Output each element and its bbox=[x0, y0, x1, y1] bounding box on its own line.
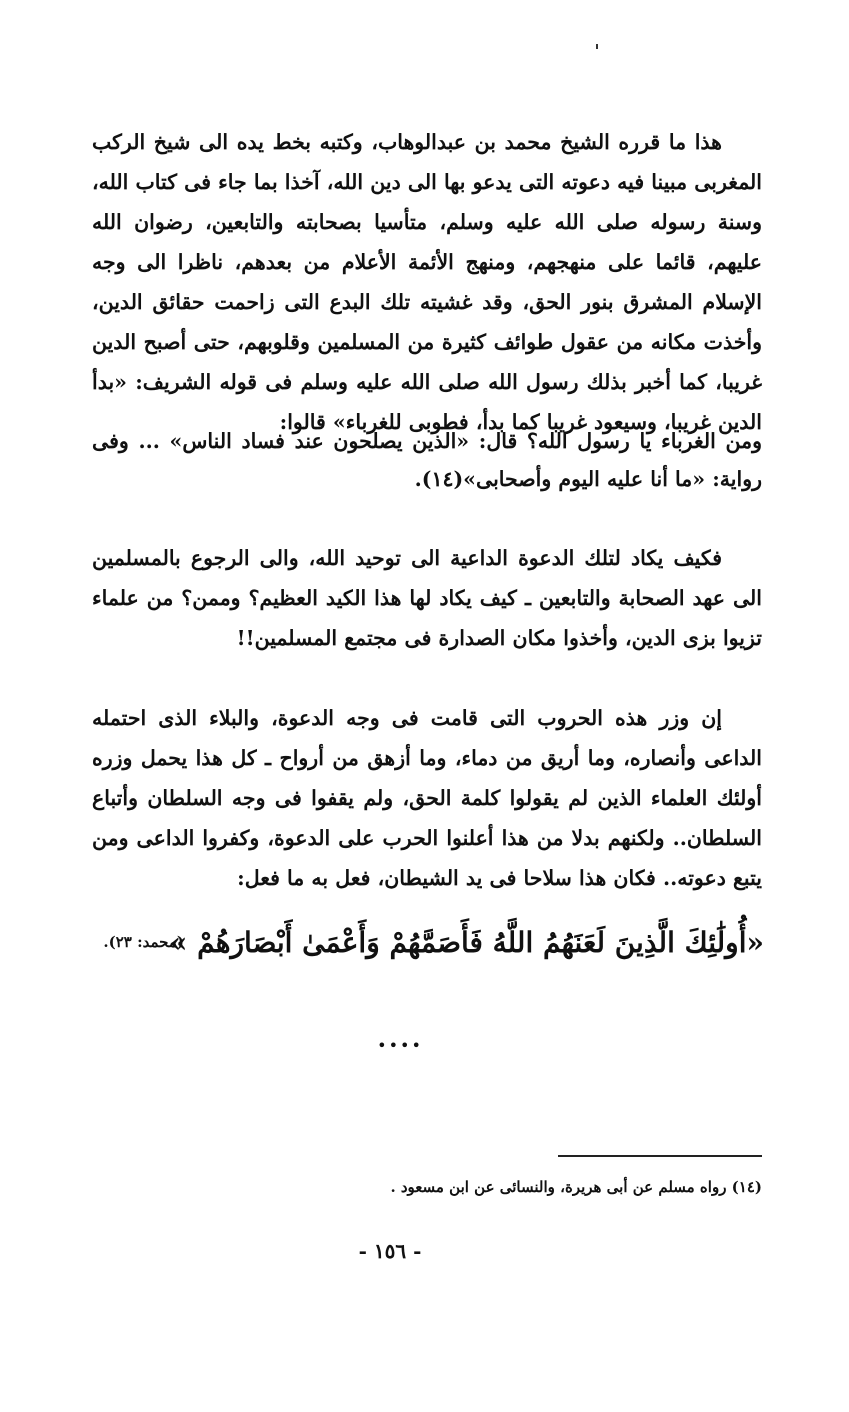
paragraph-1: هذا ما قرره الشيخ محمد بن عبدالوهاب، وكتبه بخط يده الى شيخ الركب المغربى مبينا فيه دعوته التى يدعو بها الى دين الله، آخذا بما جاء فى كتاب الله، وسنة رسوله صلى الله عليه وسلم، متأسيا بصحابته والتابعين، رضوان الله عليهم، قائما على منهجهم، ومنهج الأئمة الأعلام من بعدهم، ناظرا الى وجه الإسلام المشرق بنور الحق، وقد غشيته تلك البدع التى زاحمت حقائق الدين، وأخذت مكانه من عقول طوائف كثيرة من المسلمين وقلوبهم، حتى أصبح الدين غريبا، كما أخبر بذلك رسول الله صلى الله عليه وسلم فى قوله الشريف: «بدأ الدين غريبا، وسيعود غريبا كما بدأ، فطوبى للغرباء» قالوا: bbox=[92, 130, 762, 434]
page-number: - ١٥٦ - bbox=[358, 1239, 422, 1263]
print-speck bbox=[596, 44, 598, 49]
paragraph-3: فكيف يكاد لتلك الدعوة الداعية الى توحيد الله، والى الرجوع بالمسلمين الى عهد الصحابة والتابعين ـ كيف يكاد لها هذا الكيد العظيم؟ وممن؟ من علماء تزيوا بزى الدين، وأخذوا مكان الصدارة فى مجتمع المسلمين!! bbox=[92, 546, 762, 650]
paragraph-4: إن وزر هذه الحروب التى قامت فى وجه الدعوة، والبلاء الذى احتمله الداعى وأنصاره، وما أريق من دماء، وما أزهق من أرواح ـ كل هذا يحمل وزره أولئك العلماء الذين لم يقولوا كلمة الحق، ولم يقفوا فى وجه السلطان وأتباع السلطان.. ولكنهم بدلا من هذا أعلنوا الحرب على الدعوة، وكفروا الداعى ومن يتبع دعوته.. فكان هذا سلاحا فى يد الشيطان، فعل به ما فعل: bbox=[92, 706, 762, 890]
quran-verse: «أُولَٰئِكَ الَّذِينَ لَعَنَهُمُ اللَّهُ فَأَصَمَّهُمْ وَأَعْمَىٰ أَبْصَارَهُمْ » bbox=[169, 926, 764, 959]
paragraph-2: ومن الغرباء يا رسول الله؟ قال: «الذين يصلحون عند فساد الناس» ... وفى رواية: «ما أنا عليه اليوم وأصحابى»(١٤). bbox=[92, 429, 762, 491]
verse-reference: (محمد: ٢٣). bbox=[103, 933, 184, 951]
footnote: (١٤) رواه مسلم عن أبى هريرة، والنسائى عن ابن مسعود . bbox=[390, 1178, 762, 1196]
footnote-divider bbox=[558, 1155, 762, 1157]
section-ornament: •••• bbox=[377, 1036, 423, 1055]
